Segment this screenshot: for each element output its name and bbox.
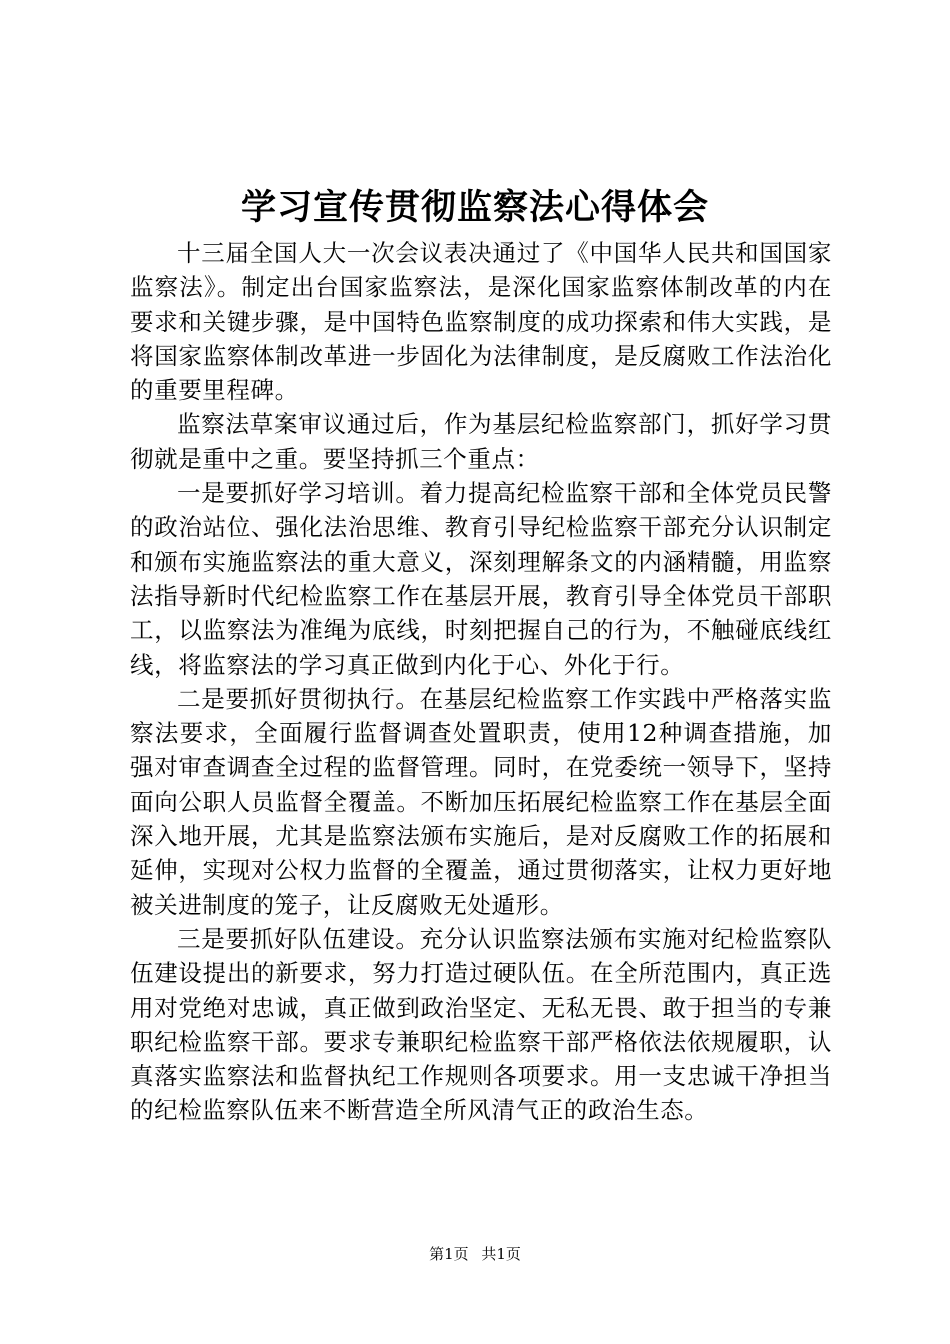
document-title: 学习宣传贯彻监察法心得体会 <box>240 187 709 228</box>
paragraph-point-one: 一是要抓好学习培训。着力提高纪检监察干部和全体党员民警的政治站位、强化法治思维、教育引导纪检监察干部充分认识制定和颁布实施监察法的重大意义，深刻理解条文的内涵精髓，用监察法指导新时代纪检监察工作在基层开展，教育引导全体党员干部职工，以监察法为准绳为底线，时刻把握自己的行为，不触碰底线红线，将监察法的学习真正做到内化于心、外化于行。 <box>130 479 832 679</box>
paragraph-point-three: 三是要抓好队伍建设。充分认识监察法颁布实施对纪检监察队伍建设提出的新要求，努力打造过硬队伍。在全所范围内，真正选用对党绝对忠诚，真正做到政治坚定、无私无畏、敢于担当的专兼职纪检监察干部。要求专兼职纪检监察干部严格依法依规履职，认真落实监察法和监督执纪工作规则各项要求。用一支忠诚干净担当的纪检监察队伍来不断营造全所风清气正的政治生态。 <box>130 924 832 1125</box>
paragraph-intro: 十三届全国人大一次会议表决通过了《中国华人民共和国国家监察法》。制定出台国家监察法，是深化国家监察体制改革的内在要求和关键步骤，是中国特色监察制度的成功探索和伟大实践，是将国家监察体制改革进一步固化为法律制度，是反腐败工作法治化的重要里程碑。 <box>130 239 832 405</box>
document-body <box>130 236 832 1128</box>
paragraph-overview: 监察法草案审议通过后，作为基层纪检监察部门，抓好学习贯彻就是重中之重。要坚持抓三个重点： <box>130 410 832 473</box>
page-number-total: 共1页 <box>481 1245 521 1263</box>
page-footer <box>0 1243 950 1265</box>
page-number-current: 第1页 <box>429 1245 469 1263</box>
paragraph-point-two: 二是要抓好贯彻执行。在基层纪检监察工作实践中严格落实监察法要求，全面履行监督调查处置职责，使用12种调查措施，加强对审查调查全过程的监督管理。同时，在党委统一领导下，坚持面向公职人员监督全覆盖。不断加压拓展纪检监察工作在基层全面深入地开展，尤其是监察法颁布实施后，是对反腐败工作的拓展和延伸，实现对公权力监督的全覆盖，通过贯彻落实，让权力更好地被关进制度的笼子，让反腐败无处遁形。 <box>130 684 832 919</box>
